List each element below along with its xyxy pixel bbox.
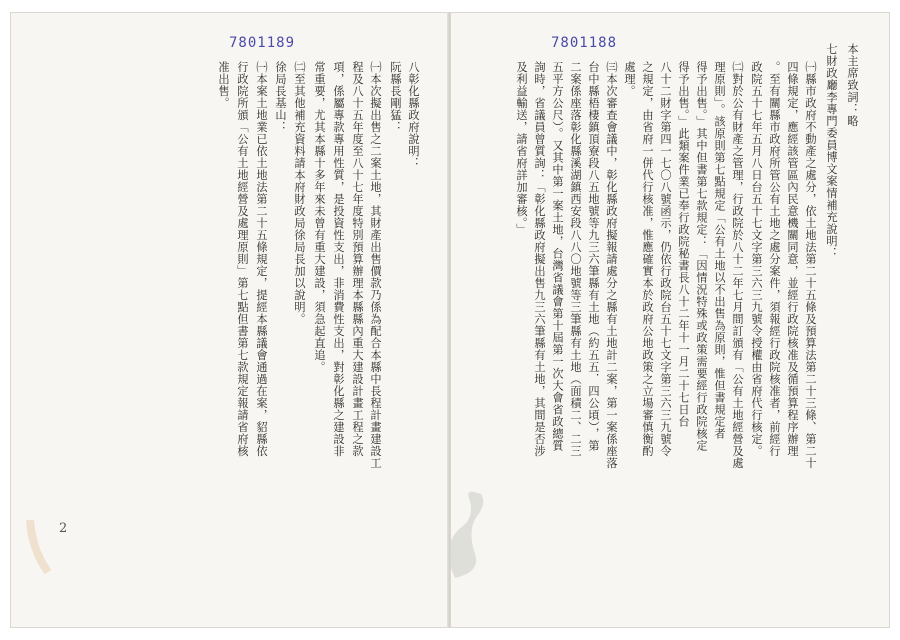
text-line: 本主席致詞：略	[846, 43, 859, 127]
text-line: 理原則」。該原則第七點規定「公有土地以不出售為原則，惟但書規定者	[713, 61, 726, 440]
serial-stamp-right: 7801188	[551, 35, 618, 51]
text-line: 處理。	[623, 61, 636, 97]
text-line: 阮縣長剛猛：	[389, 61, 402, 133]
text-line: 政院五十七年五月八日台五十七文字第三六三九號令授權由省府代行核定。	[750, 61, 763, 457]
page-number: 2	[59, 521, 68, 536]
text-line: 五平方公尺）。又其中第一案土地，台灣省議會第十屆第一次大會省政總質	[551, 61, 564, 452]
text-line: 得予出售。」其中但書第七款規定：「因情況特殊或政策需要經行政院核定	[695, 61, 708, 452]
text-line: 。至有關縣市政府所管公有土地之處分案件，須報經行政院核准者，前經行	[768, 61, 781, 457]
text-line: 台中縣梧棲鎮頂寮段八五地號等九三六筆縣有土地（約五五．四公頃），第	[587, 61, 600, 452]
text-line: 程及八十五年度至八十七年度特別預算辦理本縣縣內重大建設計畫工程之款	[351, 61, 364, 457]
text-line: ㈡對於公有財產之管理，行政院於八十二年七月間訂頒有「公有土地經營及處	[731, 61, 744, 469]
text-line: ㈠本案土地業已依土地法第二十五條規定，提經本縣議會通過在案，貂縣依	[255, 61, 268, 457]
text-line: 常重要，尤其本縣十多年來未曾有重大建設，須急起直追。	[313, 61, 326, 373]
right-page	[450, 12, 890, 628]
text-line: 及利益輸送，請省府詳加審核。」	[515, 61, 528, 236]
text-line: 准出售。	[217, 61, 230, 109]
text-line: 徐局長基山：	[274, 61, 287, 133]
text-line: ㈠本次擬出售之二案土地，其財產出售價款乃係為配合本縣中長程計畫建設工	[369, 61, 382, 469]
text-line: 得予出售。」此類案件業已奉行政院秘書長八十二年十一月二十七日台	[677, 61, 690, 428]
text-line: 之規定，由省府一併代行核准，惟應確實本於政府公地政策之立場審慎衡酌	[641, 61, 654, 457]
serial-stamp-left: 7801189	[229, 35, 296, 51]
text-line: ㈢本次審查會議中，彰化縣政府擬報請處分之縣有土地計二案，第一案係座落	[605, 61, 618, 469]
text-line: ㈠縣市政府不動產之處分，依土地法第二十五條及預算法第二十三條、第二十	[804, 61, 817, 469]
text-line: 四條規定，應經該管區內民意機關同意，並經行政院核准及循預算程序辦理	[786, 61, 799, 457]
left-page	[10, 12, 450, 628]
text-line: 七財政廳李專門委員博文案情補充說明：	[825, 43, 838, 259]
text-line: 項，係屬專款專用性質，是投資性支出，非消費性支出，對彰化縣之建設非	[332, 61, 345, 457]
text-line: 八十二財字第四一七〇八號函示，仍依行政院台五十七文字第三六三九號令	[659, 61, 672, 457]
text-line: ㈡至其他補充資料請本府財政局徐局長加以說明。	[293, 61, 306, 325]
text-line: 二案係座落彰化縣溪湖鎮西安段八八〇地號等三筆縣有土地（面積二、二三	[569, 61, 582, 457]
text-line: 八彰化縣政府說明：	[407, 61, 420, 169]
text-line: 行政院所頒「公有土地經營及處理原則」第七點但書第七款規定報請省府核	[236, 61, 249, 457]
text-line: 詢時，省議員曾質詢：「彰化縣政府擬出售九三六筆縣有土地，其間是否涉	[533, 61, 546, 457]
